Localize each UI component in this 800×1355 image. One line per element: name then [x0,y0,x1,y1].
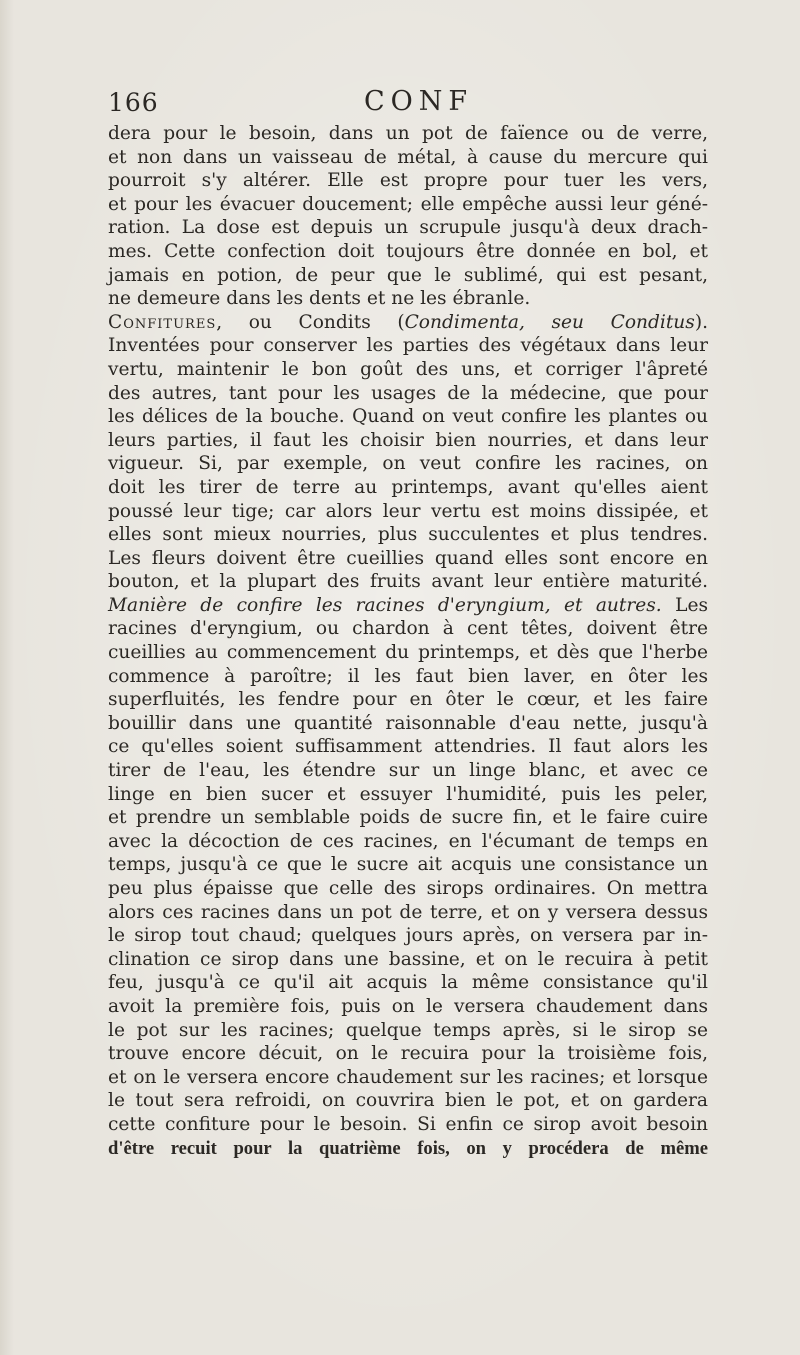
text-line: peu plus épaisse que celle des sirops ordinaires. On mettra [108,878,708,899]
text-line: et pour les évacuer doucement; elle empêche aussi leur géné- [108,193,708,215]
text-line: vigueur. Si, par exemple, on veut confire les racines, on [108,453,708,475]
text-line: tirer de l'eau, les étendre sur un linge blanc, et avec ce [108,760,708,782]
text-line: bouton, et la plupart des fruits avant leur entière maturité. [108,571,708,593]
text-line: avoit la première fois, puis on le versera chaudement dans [108,995,708,1017]
text-line: elles sont mieux nourries, plus succulentes et plus tendres. [108,524,708,546]
text-line: Inventées pour conserver les parties des végétaux dans leur [108,335,708,357]
text-line: trouve encore décuit, on le recuira pour la troisième fois, [108,1043,708,1065]
text-line: avec la décoction de ces racines, en l'écumant de temps en [108,830,708,852]
entry-latin-name: Condimenta, seu Conditus [404,311,695,333]
text-line: poussé leur tige; car alors leur vertu est moins dissipée, et [108,500,708,522]
text-line: leurs parties, il faut les choisir bien nourries, et dans leur [108,429,708,451]
text-line: mes. Cette confection doit toujours être donnée en bol, et [108,240,708,262]
text-line: Les fleurs doivent être cueillies quand elles sont encore en [108,547,708,569]
text-line: cueillies au commencement du printemps, et dès que l'herbe [108,642,708,664]
text-line: et non dans un vaisseau de métal, à cause du mercure qui [108,146,708,168]
subentry-tail: Les [661,594,708,616]
text-line: clination ce sirop dans une bassine, et on le recuira à petit [108,948,708,970]
text-line: les délices de la bouche. Quand on veut confire les plantes ou [108,406,708,428]
text-line: cette confiture pour le besoin. Si enfin ce sirop avoit besoin [108,1113,708,1135]
running-head: CONF [364,86,474,117]
text-line: le sirop tout chaud; quelques jours après, on versera par in- [108,925,708,947]
text-line: ration. La dose est depuis un scrupule jusqu'à deux drach- [108,217,708,239]
text-line: et on le versera encore chaudement sur les racines; et lorsque [108,1066,708,1088]
entry-heading-line [108,311,708,335]
text-line: ce qu'elles soient suffisamment attendries. Il faut alors les [108,736,708,758]
text-line: bouillir dans une quantité raisonnable d'eau nette, jusqu'à [108,712,708,734]
text-line: dera pour le besoin, dans un pot de faïence ou de verre, [108,123,708,144]
text-line: superfluités, les fendre pour en ôter le cœur, et les faire [108,689,708,711]
text-line: feu, jusqu'à ce qu'il ait acquis la même consistance qu'il [108,972,708,994]
text-line: le tout sera refroidi, on couvrira bien le pot, et on gardera [108,1090,708,1112]
text-line: vertu, maintenir le bon goût des uns, et corriger l'âpreté [108,358,708,380]
text-line: doit les tirer de terre au printemps, avant qu'elles aient [108,476,708,498]
text-line: racines d'eryngium, ou chardon à cent têtes, doivent être [108,618,708,640]
text-line: et prendre un semblable poids de sucre fin, et le faire cuire [108,807,708,829]
text-line: le pot sur les racines; quelque temps après, si le sirop se [108,1019,708,1041]
text-line: linge en bien sucer et essuyer l'humidité, puis les peler, [108,783,708,805]
text-line: jamais en potion, de peur que le sublimé, qui est pesant, [108,264,708,286]
subentry-heading: Manière de confire les racines d'eryngium, et autres. [108,594,662,616]
page-number: 166 [108,88,159,117]
entry-close: ). [694,311,708,333]
text-line: des autres, tant pour les usages de la médecine, que pour [108,382,708,404]
text-line: alors ces racines dans un pot de terre, et on y versera dessus [108,901,708,923]
entry-connector: , ou Condits ( [216,311,405,333]
subentry-heading-line [108,594,708,618]
text-line: d'être recuit pour la quatrième fois, on y procédera de même [108,1137,708,1159]
body-text [108,122,708,1160]
text-line: ne demeure dans les dents et ne les ébranle. [108,288,531,310]
text-line: pourroit s'y altérer. Elle est propre pour tuer les vers, [108,170,708,192]
entry-headword: Confitures [108,311,217,333]
page-header [108,86,708,126]
text-line: temps, jusqu'à ce que le sucre ait acquis une consistance un [108,854,708,876]
text-line: commence à paroître; il les faut bien laver, en ôter les [108,665,708,687]
page-edge-shadow [0,0,14,1355]
